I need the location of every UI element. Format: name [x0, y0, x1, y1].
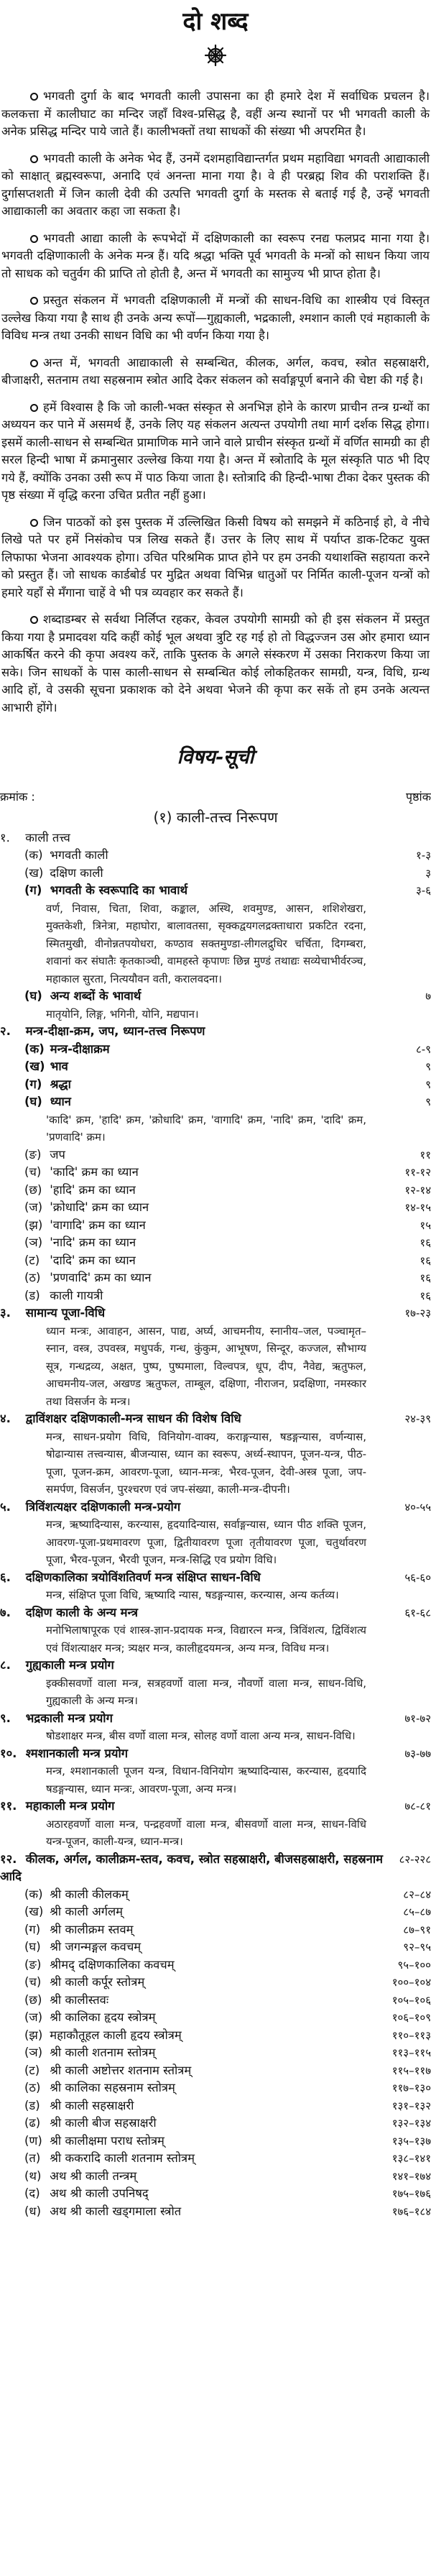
toc-entry[interactable] — [0, 1886, 431, 1904]
toc-entry[interactable] — [0, 1076, 431, 1094]
toc-entry[interactable] — [0, 865, 431, 883]
hollow-circle-icon — [30, 297, 38, 305]
toc-entry-number: (द) — [24, 2186, 40, 2200]
toc-entry[interactable] — [0, 1058, 431, 1076]
toc-entry-page: ५६-६० — [404, 1570, 431, 1584]
toc-entry-number: (ञ) — [24, 2046, 43, 2059]
toc-entry-label: श्रद्धा — [46, 1077, 71, 1091]
toc-entry[interactable] — [0, 1023, 431, 1041]
toc-entry-number: (ठ) — [24, 2081, 41, 2094]
toc-entry-page: १६ — [420, 1271, 431, 1284]
toc-entry-number: (ङ) — [24, 1147, 42, 1162]
toc-entry-label: श्री काली कीलकम् — [46, 1887, 129, 1901]
toc-entry-page: ९ — [425, 1060, 431, 1073]
preface-title: दो शब्द — [182, 7, 249, 36]
toc-entry[interactable] — [0, 1217, 431, 1235]
toc-entry-label: श्री कालीक्रम स्तवम् — [46, 1922, 134, 1936]
hollow-circle-icon — [30, 404, 38, 412]
toc-entry-number: १. — [0, 830, 10, 845]
toc-entry-label: श्री कालीक्षमा पराध स्तोत्रम् — [46, 2133, 164, 2148]
toc-entry-number: ७. — [0, 1605, 11, 1619]
toc-entry-number: (च) — [24, 1975, 42, 1989]
preface-paragraph: अन्त में, भगवती आद्याकाली से सम्बन्धित, कीलक, अर्गल, कवच, स्त्रोत सहस्राक्षरी, बीजाक्षरी, सतनाम तथा सहस्रनाम स्त्रोत आदि देकर संकलन को सर्वाङ्गपूर्ण बनाने की चेष्टा की गई है। — [1, 355, 430, 387]
toc-entry-label: 'कादि' क्रम का ध्यान — [46, 1165, 139, 1179]
hollow-circle-icon — [30, 155, 38, 163]
toc-entry-number: २. — [0, 1024, 11, 1038]
toc-entry-label: कीलक, अर्गल, कालीक्रम-स्तव, कवच, स्त्रोत सहस्राक्षरी, बीजसहस्राक्षरी, सहस्रनाम आदि — [0, 1852, 383, 1883]
toc-entry-label: अथ श्री काली खड्गमाला स्त्रोत — [46, 2204, 182, 2218]
preface-paragraph: भगवती दुर्गा के बाद भगवती काली उपासना का ही हमारे देश में सर्वाधिक प्रचलन है। कलकत्ता में कालीघाट का मन्दिर जहाँ विश्व-प्रसिद्ध है, वहीं अन्य स्थानों पर भी भगवती काली के अनेक प्रसिद्ध मन्दिर पाये जाते हैं। कालीभक्तों तथा साधकों की संख्या भी अपरमित है। — [1, 89, 430, 138]
toc-entry-label: भगवती काली — [46, 848, 108, 862]
toc-entry[interactable] — [0, 829, 431, 847]
toc-entry[interactable] — [0, 1921, 431, 1939]
toc-col-page: पृष्ठांक — [406, 790, 431, 804]
toc-entry-label: 'वागादि' क्रम का ध्यान — [46, 1218, 146, 1232]
toc-entry-number: (ख) — [24, 1059, 45, 1073]
toc-entry-number: (त) — [24, 2151, 41, 2165]
toc-entry[interactable] — [0, 1903, 431, 1921]
toc-entry-number: (ट) — [24, 1253, 40, 1267]
toc-entry[interactable] — [0, 1851, 431, 1886]
toc-title: विषय-सूची — [177, 746, 254, 768]
toc-entry-number: (छ) — [24, 1182, 42, 1197]
toc-entry-label: श्री कालीस्तवः — [46, 1992, 109, 2007]
toc-entry-page: ८२-२२८ — [399, 1852, 431, 1866]
toc-entry-number: (क) — [24, 1041, 45, 1056]
toc-entry[interactable] — [0, 847, 431, 865]
toc-entry[interactable] — [0, 2133, 431, 2150]
toc-entry-page: १७५–१७६ — [391, 2187, 431, 2200]
toc-entry[interactable] — [0, 2009, 431, 2027]
preface-paragraph: जिन पाठकों को इस पुस्तक में उल्लिखित किसी विषय को समझने में कठिनाई हो, वे नीचे लिखे पते पर हमें निसंकोच पत्र लिख सकते हैं। उत्तर के लिए साथ में पर्याप्त डाक-टिकट युक्त लिफाफा भेजना आवश्यक होगा। उचित परिश्रमिक प्राप्त होने पर हम उनकी यथाशक्ति सहायता करने को प्रस्तुत हैं। जो साधक कार्डबोर्ड पर मुद्रित अथवा विभिन्न धातुओं पर निर्मित काली-पूजन यन्त्रों को हमारे यहाँ से मँगाना चाहें वे भी पत्र व्यवहार कर सकते हैं। — [1, 515, 430, 599]
toc-entry-label: भगवती के स्वरूपादि का भावार्थ — [46, 883, 188, 897]
toc-entry[interactable] — [0, 1992, 431, 2010]
toc-entry-description: मन्त्र, संक्षिप्त पूजा विधि, ऋष्यादि न्यास, षडङ्गन्यास, करन्यास, अन्य कर्तव्य। — [46, 1588, 339, 1601]
toc-entry-label: त्रिविंशत्यक्षर दक्षिणकाली मन्त्र-प्रयोग — [22, 1499, 181, 1514]
toc-entry-label: श्री कालिका हृदय स्त्रोत्रम् — [46, 2010, 156, 2024]
toc-entry-page: ४०-५५ — [404, 1500, 431, 1514]
toc-entry-number: (ग) — [24, 1077, 42, 1091]
toc-entry-number: (घ) — [24, 1095, 42, 1108]
toc-entry-number: ११. — [0, 1799, 17, 1813]
toc-entry[interactable] — [0, 1234, 431, 1252]
toc-entry[interactable] — [0, 1798, 431, 1816]
toc-entry-page: १००–१०४ — [391, 1976, 431, 1989]
toc-entry-label: श्मशानकाली मन्त्र प्रयोग — [22, 1746, 129, 1760]
toc-entry-label: श्रीमद् दक्षिणकालिका कवचम् — [46, 1957, 175, 1972]
hollow-circle-icon — [30, 519, 38, 527]
toc-entry-number: (ध) — [24, 2204, 42, 2218]
toc-part-heading: (१) काली-तत्त्व निरूपण — [153, 808, 278, 826]
toc-entry-label: 'दादि' क्रम का ध्यान — [46, 1253, 136, 1267]
toc-entry-page: २४-३९ — [404, 1412, 431, 1425]
toc-entry-label: 'नादि' क्रम का ध्यान — [46, 1236, 136, 1249]
toc-entry-page: ३-६ — [415, 884, 431, 897]
toc-entry-label: गुह्यकाली मन्त्र प्रयोग — [22, 1658, 114, 1672]
toc-entry-page: ९ — [425, 1095, 431, 1108]
toc-entry-number: ६. — [0, 1570, 11, 1584]
toc-entry[interactable] — [0, 2062, 431, 2080]
toc-entry-number: (ड) — [24, 1288, 40, 1302]
toc-entry-number: (ख) — [24, 865, 44, 880]
toc-entry-number: (घ) — [24, 1940, 41, 1954]
toc-entry-number: (क) — [24, 848, 43, 862]
toc-entry[interactable] — [0, 2027, 431, 2045]
toc-entry-label: दक्षिणकालिका त्रयोविंशतिवर्ण मन्त्र संक्षिप्त साधन-विधि — [22, 1570, 261, 1584]
toc-entry-page: १७-२३ — [404, 1307, 431, 1320]
toc-header — [0, 788, 431, 806]
toc-entry-number: ९. — [0, 1711, 11, 1725]
toc-entry[interactable] — [0, 1146, 431, 1164]
toc-entry-number: १२. — [0, 1852, 17, 1866]
toc-entry-description: वर्ण, निवास, चिता, शिवा, कङ्काल, अस्थि, शवमुण्ड, आसन, शशिशेखरा, मुक्तकेशी, त्रिनेत्रा, महाघोरा, बालावतसा, सृक्कद्वयगलद्रक्ताधारा प्रकटित रदना, स्मितमुखी, वीनोन्नतपयोधरा, कण्ठाव सक्तमुण्डा-लीगलद्रुधिर चर्चिता, दिगम्बरा, शवानां कर संघातैः कृतकाञ्ची, वामहस्ते कृपाणः छिन्न मुण्डं तथाद्यः सव्येचाभीर्वरञ्च, महाकाल सुरता, नित्ययौवन वती, करालवदना। — [46, 901, 366, 985]
toc-entry-page: ११३–११५ — [391, 2046, 431, 2059]
toc-entry-label: जप — [46, 1147, 65, 1162]
toc-entry-page: ९ — [425, 1077, 431, 1091]
toc-entry-number: (झ) — [24, 1218, 43, 1232]
toc-entry-number: (ङ) — [24, 1957, 42, 1972]
toc-entry-number: (ज) — [24, 1200, 43, 1214]
hollow-circle-icon — [30, 359, 38, 367]
toc-entry-description: 'कादि' क्रम, 'हादि' क्रम, 'क्रोधादि' क्रम, 'वागादि' क्रम, 'नादि' क्रम, 'दादि' क्रम, 'प्रणवादि' क्रम। — [46, 1113, 366, 1144]
toc-entry-label: श्री काली शतनाम स्तोत्रम् — [46, 2046, 156, 2059]
toc-entry-label: श्री जगन्मङ्गल कवचम् — [46, 1940, 142, 1954]
toc-entry[interactable] — [0, 1745, 431, 1763]
toc-entry[interactable] — [0, 1938, 431, 1956]
toc-entry[interactable] — [0, 1499, 431, 1517]
toc-entry-number: (क) — [24, 1887, 43, 1901]
toc-entry[interactable] — [0, 1164, 431, 1182]
toc-entry-number: (ड) — [24, 2098, 40, 2112]
toc-entry-page: ८७–९१ — [403, 1923, 431, 1936]
toc-entry-page: ११०–११३ — [391, 2028, 431, 2042]
toc-entry-label: ध्यान — [46, 1095, 71, 1108]
toc-entry-description: मातृयोनि, लिङ्ग, भगिनी, योनि, मद्यपान। — [46, 1007, 199, 1021]
toc-entry[interactable] — [0, 1410, 431, 1428]
toc-entry-label: श्री काली कर्पूर स्तोत्रम् — [46, 1975, 145, 1989]
toc-entry-page: १-३ — [415, 849, 431, 862]
hollow-circle-icon — [30, 616, 38, 624]
toc-entry-number: (ख) — [24, 1905, 44, 1918]
toc-entry[interactable] — [0, 1710, 431, 1728]
toc-entry-label: अन्य शब्दों के भावार्थ — [46, 989, 142, 1003]
toc-entry[interactable] — [0, 2150, 431, 2168]
toc-entry-number: ४. — [0, 1412, 11, 1425]
toc-entry-page: ७८-८१ — [404, 1800, 431, 1813]
toc-entry-label: भाव — [46, 1059, 68, 1073]
toc-entry-label: श्री काली अष्टोत्तर शतनाम स्तोत्रम् — [46, 2063, 192, 2077]
toc-entry-label: सामान्य पूजा-विधि — [22, 1306, 106, 1320]
preface-body — [0, 88, 431, 717]
toc-entry-page: ३ — [425, 866, 431, 880]
toc-entry-description: ध्यान मन्त्रः, आवाहन, आसन, पाद्य, अर्घ्य, आचमनीय, स्नानीय–जल, पञ्चामृत–स्नान, वस्त्र, उपवस्त्र, मधुपर्क, गन्ध, कुंकुम, आभूषण, सिन्दूर, कज्जल, सौभाग्य सूत्र, गन्धद्रव्य, अक्षत, पुष्प, पुष्पमाला, विल्वपत्र, धूप, दीप, नैवेद्य, ऋतुफल, आचमनीय-जल, अखण्ड ऋतुफल, ताम्बूल, दक्षिणा, नीराजन, प्रदक्षिणा, नमस्कार तथा विसर्जन के मन्त्र। — [46, 1324, 366, 1408]
toc-entry-label: श्री काली सहस्राक्षरी — [46, 2098, 134, 2112]
toc-entry-number: ५. — [0, 1499, 11, 1514]
preface-paragraph: प्रस्तुत संकलन में भगवती दक्षिणकाली में मन्त्रों की साधन-विधि का शास्त्रीय एवं विस्तृत उल्लेख किया गया है साथ ही उनके अन्य रूपों—गुह्यकाली, भद्रकाली, श्मशान काली एवं महाकाली के विविध मन्त्र तथा उनकी साधन विधि का भी वर्णन किया गया है। — [1, 293, 430, 342]
toc-col-serial: क्रमांक : — [0, 790, 35, 804]
toc-entry-label: दक्षिण काली के अन्य मन्त्र — [22, 1605, 138, 1619]
toc-entry-page: १०६–१०९ — [391, 2011, 431, 2024]
toc-entry-page: ११५–११७ — [391, 2064, 431, 2077]
toc-entry-label: श्री ककरादि काली शतनाम स्तोत्रम् — [46, 2151, 195, 2165]
toc-entry-label: द्वाविंशक्षर दक्षिणकाली-मन्त्र साधन की विशेष विधि — [22, 1412, 241, 1425]
toc-entry[interactable] — [0, 1604, 431, 1622]
toc-entry-label: 'हादि' क्रम का ध्यान — [46, 1182, 136, 1197]
toc-entry-description: मन्त्र, ऋष्यादिन्यास, करन्यास, हृदयादिन्यास, सर्वाङ्गन्यास, ध्यान पीठ शक्ति पूजन, आवरण-पूजा-प्रथमावरण पूजा, द्वितीयावरण पूजा तृतीयावरण पूजा, चतुर्थावरण पूजा, भैरव-पूजन, भैरवी पूजन, मन्त्र-सिद्धि एव प्रयोग विधि। — [46, 1518, 366, 1566]
toc-entry[interactable] — [0, 1974, 431, 1992]
toc-entry[interactable] — [0, 2185, 431, 2203]
toc-entry-description: मनोभिलाषापूरक एवं शास्त्र-ज्ञान-प्रदायक मन्त्र, विद्यारत्न मन्त्र, त्रिविंशत्य, द्विविंशत्य एवं विंशत्याक्षर मन्त्र; त्र्यक्षर मन्त्र, कालीहृदयमन्त्र, अन्य मन्त्र, विविध मन्त्र। — [46, 1624, 366, 1655]
toc-entry[interactable] — [0, 1269, 431, 1287]
toc-entry-number: (थ) — [24, 2168, 42, 2183]
toc-entry-page: १७६–१८४ — [391, 2204, 431, 2218]
toc-entry-page: १५ — [420, 1218, 431, 1232]
toc-entry-number: (घ) — [24, 989, 42, 1003]
toc-entry-label: महाकौतूहल काली हृदय स्त्रोत्रम् — [46, 2028, 182, 2042]
toc-entry-number: (ग) — [24, 883, 42, 897]
toc-entry[interactable] — [0, 2097, 431, 2115]
toc-entry[interactable] — [0, 2115, 431, 2133]
toc-entry[interactable] — [0, 2203, 431, 2221]
hollow-circle-icon — [30, 235, 38, 243]
toc-entry-page: ८२–८४ — [403, 1887, 431, 1901]
toc-entry[interactable] — [0, 1305, 431, 1322]
toc-entry-number: (छ) — [24, 1992, 42, 2007]
toc-entry-label: काली तत्त्व — [22, 830, 70, 845]
toc-entry-page: ९२–९५ — [403, 1941, 431, 1954]
toc-entry-page: ७१-७२ — [404, 1711, 431, 1725]
toc-entry-number: (ग) — [24, 1922, 41, 1936]
toc-entry-page: ११ — [420, 1148, 431, 1162]
toc-entry-page: ६१-६८ — [404, 1606, 431, 1619]
toc-entry-page: १०५–१०६ — [391, 1993, 431, 2007]
toc-entry-label: अथ श्री काली उपनिषद् — [46, 2186, 149, 2200]
toc-entry-label: 'प्रणवादि' क्रम का ध्यान — [46, 1271, 152, 1284]
toc-entry-label: महाकाली मन्त्र प्रयोग — [22, 1799, 115, 1813]
toc-entry[interactable] — [0, 988, 431, 1006]
dharma-wheel-icon — [205, 45, 226, 66]
toc-entry-page: १६ — [420, 1254, 431, 1267]
toc-entry-page: ११७–१३० — [391, 2082, 431, 2094]
toc-entry-number: (झ) — [24, 2028, 43, 2042]
toc-entry[interactable] — [0, 1093, 431, 1111]
toc-entry[interactable] — [0, 2168, 431, 2186]
toc-entry-label: अथ श्री काली तन्त्रम् — [46, 2168, 137, 2183]
toc-entry-label: श्री काली बीज सहस्राक्षरी — [46, 2116, 157, 2130]
toc-entry[interactable] — [0, 1956, 431, 1974]
toc-entry-number: (ठ) — [24, 1271, 41, 1284]
toc-entry-page: १६ — [420, 1236, 431, 1249]
toc-entry-description: इक्कीसवर्णो वाला मन्त्र, सत्रहवर्णो वाला मन्त्र, नौवर्णो वाला मन्त्र, साधन-विधि, गुह्यकाली के अन्य मन्त्र। — [46, 1676, 366, 1707]
toc-entry-page: १३२–१३४ — [391, 2117, 431, 2130]
toc-entry-page: १६ — [420, 1289, 431, 1302]
toc-entry-label: दक्षिण काली — [46, 865, 103, 880]
toc-entry-label: 'क्रोधादि' क्रम का ध्यान — [46, 1200, 149, 1214]
toc-entry[interactable] — [0, 2044, 431, 2062]
toc-entry[interactable] — [0, 1287, 431, 1305]
toc-entry-label: मन्त्र-दीक्षाक्रम — [46, 1041, 110, 1056]
toc-entry[interactable] — [0, 1182, 431, 1200]
toc-entry[interactable] — [0, 1657, 431, 1675]
toc-entry[interactable] — [0, 1199, 431, 1217]
toc-entry-label: श्री कालिका सहस्रनाम स्तोत्रम् — [46, 2081, 175, 2094]
preface-paragraph: भगवती आद्या काली के रूपभेदों में दक्षिणकाली का स्वरूप रनद्य फलप्रद माना गया है। भगवती दक्षिणाकाली के अनेक मन्त्र हैं। यदि श्रद्धा भक्ति पूर्व भगवती के मन्त्रों को साधन किया जाय तो साधक को चतुर्वग की प्राप्ति तो होती है, अन्त में भगवती का सामुज्य भी प्राप्त होता है। — [1, 231, 430, 280]
toc-entry[interactable] — [0, 882, 431, 900]
toc-entry-page: ९५–१०० — [397, 1958, 431, 1972]
toc-entry-page: १४१–१७४ — [391, 2169, 431, 2183]
toc-entry-number: ३. — [0, 1306, 11, 1320]
toc-list — [0, 829, 431, 2221]
toc-entry-page: ११-१२ — [404, 1166, 431, 1179]
toc-entry-page: १२-१४ — [404, 1183, 431, 1197]
toc-entry-page: ७ — [425, 990, 431, 1003]
preface-paragraph: हमें विश्वास है कि जो काली-भक्त संस्कृत से अनभिज्ञ होने के कारण प्राचीन तन्त्र ग्रन्थों का अध्ययन कर पाने में असमर्थ हैं, उनके लिए यह संकलन अत्यन्त उपयोगी तथा मार्ग दर्शक सिद्ध होगा। इसमें काली-साधन से सम्बन्धित प्रामाणिक माने जाने वाले प्राचीन संस्कृत ग्रन्थों में वर्णित सामग्री का ही सरल हिन्दी भाषा में क्रमानुसार उल्लेख किया गया है। अन्त में स्त्रोतादि के मूल संस्कृति पाठ भी दिए गये हैं, क्योंकि उनका उसी रूप में पाठ किया जाता है। स्तोत्रादि की हिन्दी-भाषा टीका देकर पुस्तक की पृष्ठ संख्या में वृद्धि करना उचित प्रतीत नहीं हुआ। — [1, 400, 430, 502]
toc-entry-page: १३१–१३२ — [391, 2099, 431, 2112]
toc-entry-label: भद्रकाली मन्त्र प्रयोग — [22, 1711, 113, 1725]
toc-entry[interactable] — [0, 1252, 431, 1270]
toc-entry-number: (ज) — [24, 2010, 43, 2024]
toc-entry-label: श्री काली अर्गलम् — [46, 1905, 124, 1918]
toc-entry-page: ७३-७७ — [404, 1747, 431, 1760]
toc-entry-number: ८. — [0, 1658, 11, 1672]
toc-entry-number: (ढ) — [24, 2116, 41, 2130]
toc-entry-description: मन्त्र, साधन-प्रयोग विधि, विनियोग-वाक्य, कराङ्गन्यास, षडङ्गन्यास, वर्णन्यास, षोढान्यास तत्त्वन्यास, बीजन्यास, ध्यान का स्वरूप, अर्ध्य-स्थापन, पूजन-यन्त्र, पीठ-पूजा, पूजन-क्रम, आवरण-पूजा, ध्यान-मन्त्रः, भैरव-पूजन, देवी-अस्त्र पूजा, जप-समर्पण, विसर्जन, पुरश्चरण एवं जप-संख्या, काली-मन्त्र-दीपनी। — [46, 1430, 366, 1496]
toc-entry-number: (ण) — [24, 2133, 42, 2148]
toc-entry-page: ८५–८७ — [403, 1905, 431, 1918]
toc-entry[interactable] — [0, 2079, 431, 2097]
toc-entry-page: ८-९ — [415, 1042, 431, 1056]
preface-paragraph: भगवती काली के अनेक भेद हैं, उनमें दशमहाविद्यान्तर्गत प्रथम महाविद्या भगवती आद्याकाली को साक्षात् ब्रह्मस्वरूपा, अनादि एवं अनन्ता माना गया है। वे ही परब्रह्म शिव की पराशक्ति हैं। दुर्गासप्तशती में जिन काली देवी की उत्पत्ति भगवती दुर्गा के मस्तक से बताई गई है, उन्हें भगवती आद्याकाली का अवतार कहा जा सकता है। — [1, 151, 430, 218]
toc-entry[interactable] — [0, 1569, 431, 1587]
toc-entry-page: १३८–१४१ — [391, 2152, 431, 2165]
toc-entry-number: (च) — [24, 1165, 42, 1179]
toc-entry-page: १४-१५ — [404, 1201, 431, 1214]
toc-entry-number: (ञ) — [24, 1236, 43, 1249]
toc-entry-number: (ट) — [24, 2063, 40, 2077]
toc-entry-page: १३५–१३७ — [391, 2134, 431, 2148]
toc-entry-description: मन्त्र, श्मशानकाली पूजन यन्त्र, विधान-विनियोग ऋष्यादिन्यास, करन्यास, हृदयादि षडङ्गन्यास, ध्यान मन्त्रः, आवरण-पूजा, अन्य मन्त्र। — [46, 1765, 366, 1795]
toc-entry-number: १०. — [0, 1746, 17, 1760]
toc-entry-description: अठारहवर्णो वाला मन्त्र, पन्द्रहवर्णो वाला मन्त्र, बीसवर्णो वाला मन्त्र, साधन-विधि यन्त्र-पूजन, काली-यन्त्र, ध्यान-मन्त्र। — [46, 1817, 366, 1848]
hollow-circle-icon — [30, 93, 38, 101]
toc-entry[interactable] — [0, 1041, 431, 1059]
preface-paragraph: शब्दाडम्बर से सर्वथा निर्लिप्त रहकर, केवल उपयोगी सामग्री को ही इस संकलन में प्रस्तुत किया गया है प्रमादवश यदि कहीं कोई भूल अथवा त्रुटि रह गई हो तो विद्धज्जन उस ओर हमारा ध्यान आकर्षित करने की कृपा अवश्य करें, ताकि पुस्तक के अगले संस्करण में उसका निराकरण किया जा सके। जिन साधकों के पास काली-साधन से सम्बन्धित कोई लोकहितकर सामग्री, यन्त्र, विधि, ग्रन्थ आदि हों, वे उसकी सूचना प्रकाशक को देने अथवा भेजने की कृपा कर सकें तो हम उनके अत्यन्त आभारी होंगे। — [1, 612, 430, 714]
toc-entry-label: मन्त्र-दीक्षा-क्रम, जप, ध्यान-तत्त्व निरूपण — [22, 1024, 205, 1038]
toc-entry-description: षोडशाक्षर मन्त्र, बीस वर्णो वाला मन्त्र, सोलह वर्णो वाला अन्य मन्त्र, साधन-विधि। — [46, 1729, 356, 1742]
toc-entry-label: काली गायत्री — [46, 1288, 103, 1302]
